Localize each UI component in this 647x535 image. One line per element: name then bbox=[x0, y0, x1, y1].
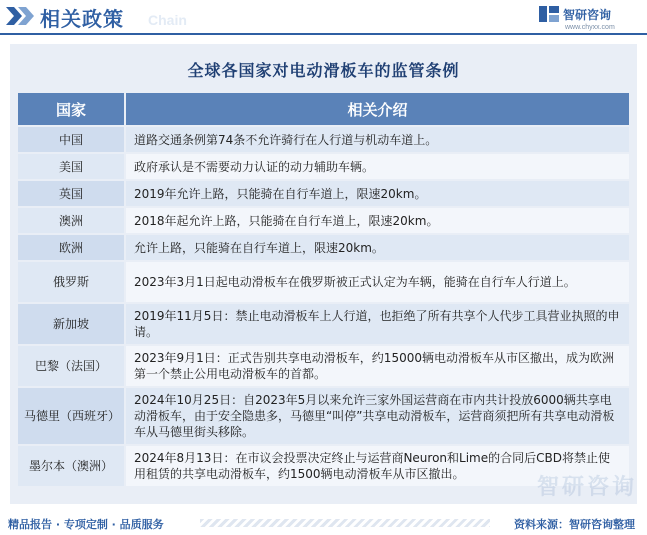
brand-name: 智研咨询 bbox=[563, 8, 612, 22]
description-cell: 2019年11月5日：禁止电动滑板车上人行道，也拒绝了所有共享个人代步工具营业执照的申请。 bbox=[126, 304, 629, 344]
header-divider bbox=[0, 33, 647, 35]
country-cell: 澳洲 bbox=[18, 208, 126, 233]
header bbox=[0, 0, 647, 36]
content-panel bbox=[10, 44, 637, 504]
description-cell: 道路交通条例第74条不允许骑行在人行道与机动车道上。 bbox=[126, 127, 629, 152]
footer-source: 资料来源：智研咨询整理 bbox=[514, 518, 635, 531]
table-row bbox=[18, 206, 629, 233]
table-row bbox=[18, 260, 629, 302]
description-cell: 2019年允许上路，只能骑在自行车道上，限速20km。 bbox=[126, 181, 629, 206]
header-country: 国家 bbox=[18, 93, 126, 125]
description-cell: 允许上路，只能骑在自行车道上，限速20km。 bbox=[126, 235, 629, 260]
description-cell: 2023年9月1日：正式告别共享电动滑板车，约15000辆电动滑板车从市区撤出，成为欧洲第一个禁止公用电动滑板车的首都。 bbox=[126, 346, 629, 386]
country-cell: 欧洲 bbox=[18, 235, 126, 260]
footer-stripe bbox=[200, 519, 490, 527]
panel-title: 全球各国家对电动滑板车的监管条例 bbox=[187, 61, 460, 80]
footer bbox=[0, 510, 647, 535]
brand-url: www.chyxx.com bbox=[565, 24, 615, 31]
table-header bbox=[18, 93, 629, 125]
watermark: 智研咨询 bbox=[536, 475, 637, 500]
table-row bbox=[18, 179, 629, 206]
table-row bbox=[18, 386, 629, 444]
section-ghost-text: Chain bbox=[148, 12, 187, 28]
table-row bbox=[18, 344, 629, 386]
country-cell: 英国 bbox=[18, 181, 126, 206]
brand bbox=[539, 4, 639, 32]
country-cell: 巴黎（法国） bbox=[18, 346, 126, 386]
country-cell: 中国 bbox=[18, 127, 126, 152]
table-row bbox=[18, 233, 629, 260]
header-description: 相关介绍 bbox=[347, 100, 408, 119]
double-chevron-icon bbox=[6, 7, 36, 25]
table-row bbox=[18, 125, 629, 152]
description-cell: 2023年3月1日起电动滑板车在俄罗斯被正式认定为车辆，能骑在自行车人行道上。 bbox=[126, 262, 629, 302]
country-cell: 新加坡 bbox=[18, 304, 126, 344]
section-title: 相关政策 bbox=[40, 7, 124, 31]
country-cell: 墨尔本（澳洲） bbox=[18, 446, 126, 486]
description-cell: 政府承认是不需要动力认证的动力辅助车辆。 bbox=[126, 154, 629, 179]
country-cell: 俄罗斯 bbox=[18, 262, 126, 302]
brand-logo-icon bbox=[539, 6, 559, 22]
description-cell: 2018年起允许上路，只能骑在自行车道上，限速20km。 bbox=[126, 208, 629, 233]
regulation-table bbox=[18, 93, 629, 486]
table-row bbox=[18, 152, 629, 179]
country-cell: 美国 bbox=[18, 154, 126, 179]
country-cell: 马德里（西班牙） bbox=[18, 388, 126, 444]
table-row bbox=[18, 302, 629, 344]
description-cell: 2024年8月13日：在市议会投票决定终止与运营商Neuron和Lime的合同后CBD将禁止使用租赁的共享电动滑板车，约1500辆电动滑板车从市区撤出。 bbox=[126, 446, 629, 486]
description-cell: 2024年10月25日：自2023年5月以来允许三家外国运营商在市内共计投放6000辆共享电动滑板车，由于安全隐患多，马德里“叫停”共享电动滑板车，运营商须把所有共享电动滑板车从马德里街头移除。 bbox=[126, 388, 629, 444]
footer-slogan: 精品报告 · 专项定制 · 品质服务 bbox=[8, 518, 164, 531]
